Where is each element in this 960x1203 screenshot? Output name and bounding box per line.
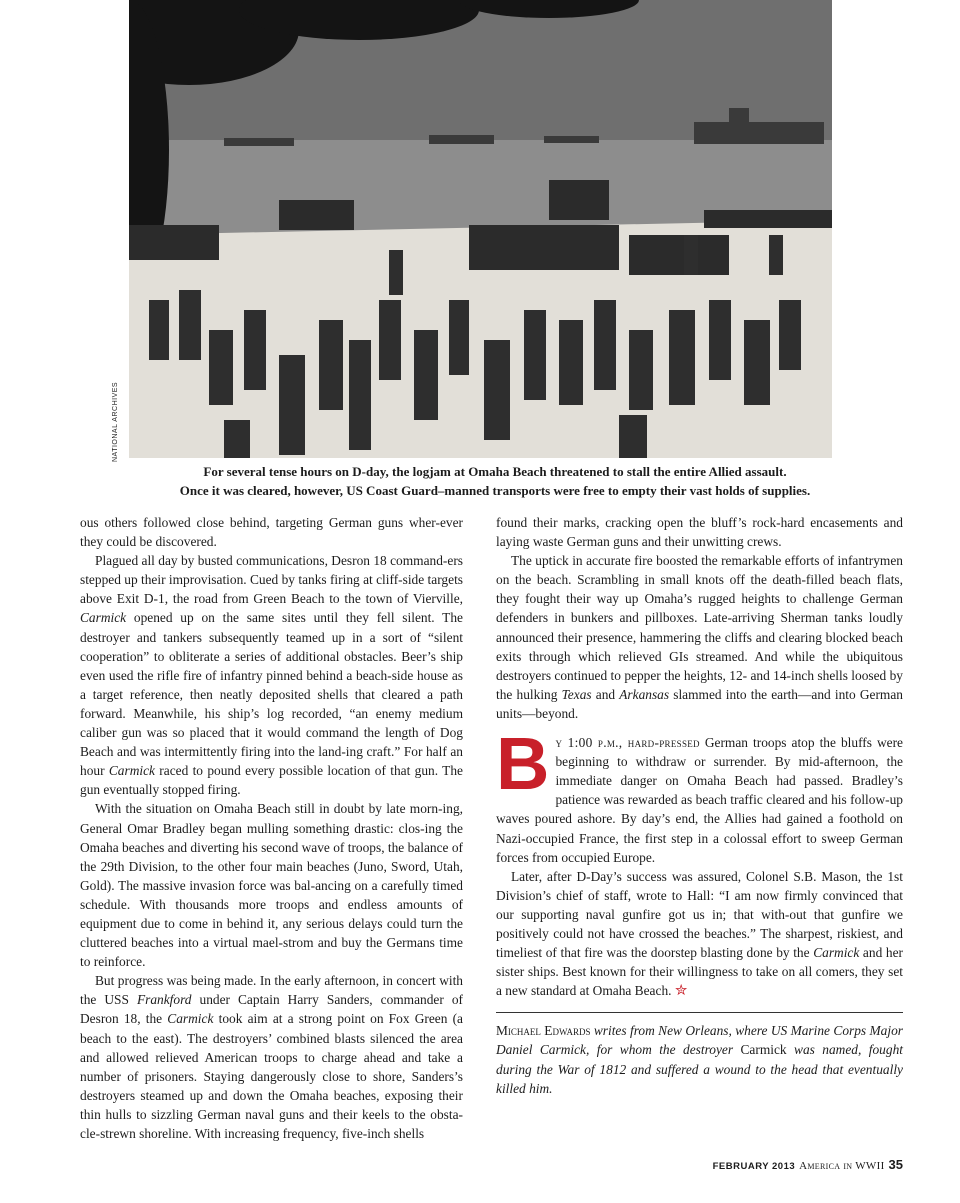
text: opened up on the same sites until they fell silent. The destroyer and tankers subsequently teamed up in a sort of “silent cooperation” to obliterate a series of additional obstacles. Beer’s ship even used the rifle fire of infantry pinned behind a beach-side house as a target reference, then neatly deposited shells that cleared a path forward. Meanwhile, his ship’s log recorded, “an enemy medium caliber gun was so placed that it would command the length of Dog Beach and was intermittently firing into the land-ing craft.” For half an hour	[80, 610, 463, 779]
text: took aim at a strong point on Fox Green (a beach to the east). The destroyers’ combined blasts silenced the area and allowed relieved American troops to charge ahead and take a number of prisoners. Staying dangerously close to shore, Sanders’s destroyers steamed up and down the Omaha beaches, exposing their thin hulls to sizzling German naval guns and their keels to the obsta-cle-strewn shoreline. With increasing frequency, five-inch shells	[80, 1011, 463, 1141]
caption-line-2: Once it was cleared, however, US Coast Guard–manned transports were free to empty their vast holds of supplies.	[179, 483, 811, 498]
text: Plagued all day by busted communications, Desron 18 command-ers stepped up their improvisation. Cued by tanks firing at cliff-side targets above Exit D-1, the road from Green Beach to the town of Vierville,	[80, 553, 463, 607]
small-caps-lead: y 1:00 p.m., hard-pressed	[555, 735, 700, 751]
ship-name: Texas	[561, 686, 592, 702]
text: With the situation on Omaha Beach still in doubt by late morn-ing, General Omar Bradley began mulling something drastic: clos-ing the Omaha beaches and diverting his second wave of troops, the balance of the 29th Division, to the other four main beaches (Juno, Sword, Utah, Gold). The massive invasion force was bal-ancing on a carefully timed schedule. With thousands more troops and endless amounts of equipment due to come in behind it, any serious delays could turn the cluttered beaches into a virtual mael-strom and buy the Germans time to reinforce.	[80, 801, 463, 970]
ship-name: Arkansas	[619, 686, 670, 702]
ship-name: Carmick	[813, 945, 860, 961]
paragraph	[80, 799, 463, 971]
paragraph	[496, 551, 903, 723]
text: The uptick in accurate fire boosted the remarkable efforts of infantrymen on the beach. Scrambling in small knots off the death-filled beach flats, they fought their way up Omaha’s rugged heights to challenge German defenders in bunkers and pillboxes. Late-arriving Sherman tanks loudly announced their presence, hammering the cliffs and clearing blocked beach exits through which relieved GIs streamed. And while the ubiquitous destroyers continued to pepper the heights, 12- and 14-inch shells loosed by the hulking	[496, 553, 903, 702]
paragraph	[80, 971, 463, 1143]
photo-credit: NATIONAL ARCHIVES	[112, 381, 119, 462]
end-star-icon: ✮	[674, 983, 688, 1000]
page-number: 35	[888, 1157, 903, 1172]
ship-name: Carmick	[740, 1042, 787, 1058]
text: But progress was being made. In the early afternoon, in concert with the USS	[80, 973, 463, 1008]
text: found their marks, cracking open the bluff’s rock-hard encasements and laying waste German guns and their unwitting crews.	[496, 515, 903, 550]
ship-name: Carmick	[167, 1011, 214, 1027]
paragraph	[496, 722, 903, 867]
text: ous others followed close behind, targeting German guns wher-ever they could be discovered.	[80, 515, 463, 550]
text: German troops atop the bluffs were beginning to withdraw or surrender. By mid-afternoon, the immediate danger on Omaha Beach had passed. Bradley’s patience was rewarded as beach traffic cleared and his follow-up waves poured ashore. By day’s end, the Allies had gained a foothold on Nazi-occupied France, the first step in a colossal effort to sweep German forces from occupied Europe.	[496, 735, 903, 865]
text: and	[591, 686, 620, 702]
paragraph	[80, 513, 463, 551]
section-start	[496, 722, 903, 867]
paragraph	[80, 551, 463, 799]
magazine-name: America in WWII	[799, 1160, 885, 1172]
ship-name: Carmick	[80, 610, 127, 626]
paragraph	[496, 513, 903, 551]
text: writes from New Orleans, where US Marine Corps Major Daniel Carmick, for whom the destroyer	[496, 1023, 903, 1058]
author-bio	[496, 1012, 903, 1097]
ship-name: Frankford	[136, 992, 192, 1008]
text: under Captain Harry Sanders, commander of Desron 18, the	[80, 992, 463, 1027]
author-name: Michael Edwards	[496, 1023, 591, 1039]
text: and her sister ships. Best known for their willingness to take on all comers, they set a new standard at Omaha Beach.	[496, 945, 903, 999]
drop-cap: B	[496, 722, 550, 806]
text: was named, fought during the War of 1812 and suffered a wound to the head that eventually killed him.	[496, 1042, 903, 1096]
page-footer	[713, 1157, 903, 1172]
photo-illustration	[129, 0, 832, 458]
text: Later, after D-Day’s success was assured, Colonel S.B. Mason, the 1st Division’s chief of staff, wrote to Hall: “I am now firmly convinced that our supporting naval gunfire got us in; that with-out that gunfire we positively could not have crossed the beaches.” The sharpest, riskiest, and timeliest of that fire was the doorstep blasting done by the	[496, 868, 903, 961]
text: slammed into the earth—and into German units—beyond.	[496, 686, 903, 721]
photo-caption	[129, 462, 861, 500]
left-column	[80, 513, 463, 1143]
text: raced to pound every possible location of that gun. The gun eventually stopped firing.	[80, 763, 463, 798]
issue-date: FEBRUARY 2013	[712, 1161, 796, 1172]
ship-name: Carmick	[108, 763, 155, 779]
right-column	[496, 513, 903, 1098]
paragraph	[496, 867, 903, 1002]
caption-line-1: For several tense hours on D-day, the logjam at Omaha Beach threatened to stall the entire Allied assault.	[203, 464, 787, 479]
bio-text	[496, 1021, 903, 1097]
beach-landing-photo	[129, 0, 832, 458]
